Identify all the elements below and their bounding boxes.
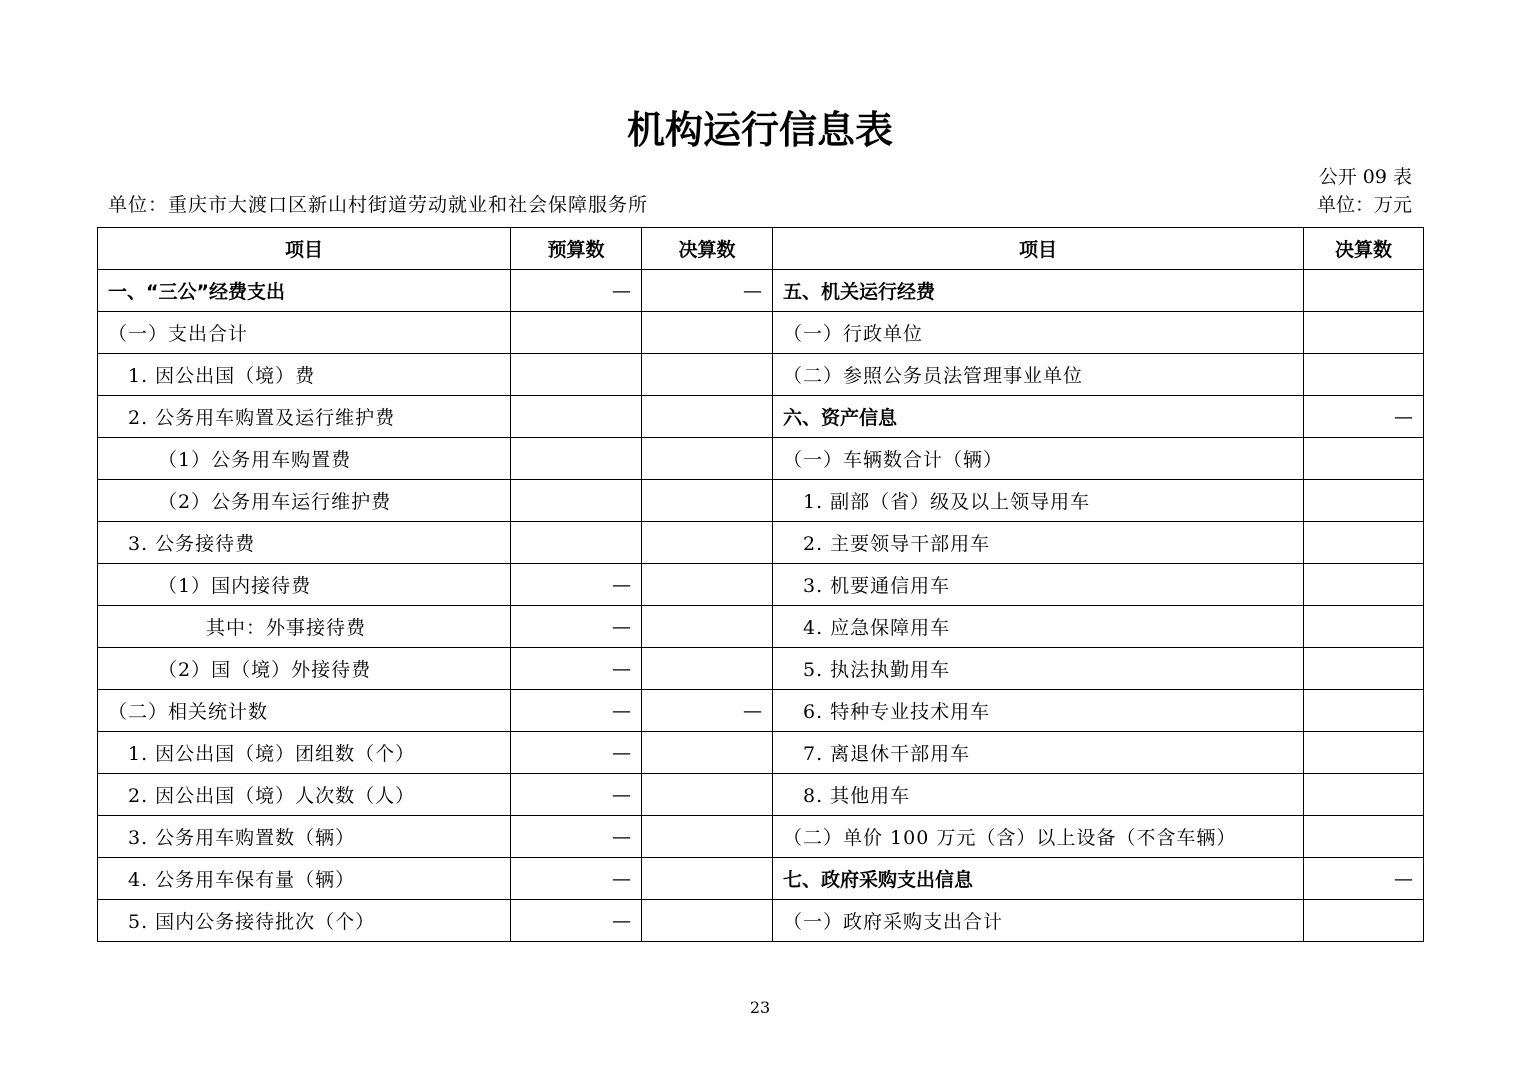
table-row	[98, 858, 1424, 900]
row-final	[642, 774, 773, 816]
table-row	[98, 480, 1424, 522]
row-label-right: （二）参照公务员法管理事业单位	[773, 354, 1304, 396]
row-label-right: 6. 特种专业技术用车	[773, 690, 1304, 732]
row-final-right	[1304, 270, 1424, 312]
row-final	[642, 522, 773, 564]
row-label-right: 2. 主要领导干部用车	[773, 522, 1304, 564]
row-label-right: 4. 应急保障用车	[773, 606, 1304, 648]
row-label-left: 4. 公务用车保有量（辆）	[98, 858, 511, 900]
row-label-left: 5. 国内公务接待批次（个）	[98, 900, 511, 942]
row-label-left: 其中：外事接待费	[98, 606, 511, 648]
row-final-right	[1304, 774, 1424, 816]
row-label-right: 3. 机要通信用车	[773, 564, 1304, 606]
row-label-right: （一）车辆数合计（辆）	[773, 438, 1304, 480]
row-label-left: （1）国内接待费	[98, 564, 511, 606]
row-budget	[511, 480, 642, 522]
row-final	[642, 354, 773, 396]
table-row	[98, 900, 1424, 942]
row-budget: —	[511, 270, 642, 312]
table-row	[98, 648, 1424, 690]
row-budget: —	[511, 606, 642, 648]
header-budget: 预算数	[511, 228, 642, 270]
row-label-right: 七、政府采购支出信息	[773, 858, 1304, 900]
row-final-right	[1304, 816, 1424, 858]
row-final-right	[1304, 480, 1424, 522]
row-budget: —	[511, 648, 642, 690]
row-final	[642, 900, 773, 942]
table-row	[98, 816, 1424, 858]
row-final	[642, 564, 773, 606]
table-row	[98, 438, 1424, 480]
row-budget: —	[511, 858, 642, 900]
table-header-row	[98, 228, 1424, 270]
row-label-left: 一、“三公”经费支出	[98, 270, 511, 312]
table-row	[98, 396, 1424, 438]
row-budget: —	[511, 690, 642, 732]
unit-organization: 单位：重庆市大渡口区新山村街道劳动就业和社会保障服务所	[108, 194, 649, 216]
row-final	[642, 396, 773, 438]
row-final-right	[1304, 900, 1424, 942]
row-label-right: （一）行政单位	[773, 312, 1304, 354]
row-label-right: （一）政府采购支出合计	[773, 900, 1304, 942]
header-final-right: 决算数	[1304, 228, 1424, 270]
table-row	[98, 606, 1424, 648]
row-final-right	[1304, 522, 1424, 564]
table-row	[98, 732, 1424, 774]
row-budget	[511, 312, 642, 354]
row-final	[642, 312, 773, 354]
row-budget: —	[511, 816, 642, 858]
row-final-right	[1304, 564, 1424, 606]
header-item-right: 项目	[773, 228, 1304, 270]
row-label-left: （2）国（境）外接待费	[98, 648, 511, 690]
row-label-right: （二）单价 100 万元（含）以上设备（不含车辆）	[773, 816, 1304, 858]
header-item-left: 项目	[98, 228, 511, 270]
table-row	[98, 312, 1424, 354]
row-final-right	[1304, 606, 1424, 648]
row-final	[642, 648, 773, 690]
row-final-right: —	[1304, 396, 1424, 438]
row-final-right	[1304, 648, 1424, 690]
row-final-right	[1304, 690, 1424, 732]
page-title: 机构运行信息表	[626, 108, 893, 152]
row-label-left: （一）支出合计	[98, 312, 511, 354]
row-label-left: 1. 因公出国（境）团组数（个）	[98, 732, 511, 774]
row-budget: —	[511, 564, 642, 606]
row-final-right	[1304, 312, 1424, 354]
row-final: —	[642, 690, 773, 732]
table-row	[98, 522, 1424, 564]
row-label-left: （1）公务用车购置费	[98, 438, 511, 480]
info-table	[97, 227, 1424, 942]
row-label-right: 1. 副部（省）级及以上领导用车	[773, 480, 1304, 522]
row-budget: —	[511, 732, 642, 774]
row-budget	[511, 396, 642, 438]
unit-currency: 单位：万元	[1316, 194, 1412, 216]
row-final	[642, 858, 773, 900]
table-row	[98, 354, 1424, 396]
row-label-left: 2. 因公出国（境）人次数（人）	[98, 774, 511, 816]
header-final-left: 决算数	[642, 228, 773, 270]
row-final-right	[1304, 438, 1424, 480]
row-final	[642, 606, 773, 648]
row-label-left: 3. 公务接待费	[98, 522, 511, 564]
row-final-right	[1304, 732, 1424, 774]
row-budget	[511, 522, 642, 564]
table-row	[98, 774, 1424, 816]
row-label-left: （2）公务用车运行维护费	[98, 480, 511, 522]
row-final-right: —	[1304, 858, 1424, 900]
row-label-right: 7. 离退休干部用车	[773, 732, 1304, 774]
row-label-right: 五、机关运行经费	[773, 270, 1304, 312]
row-budget: —	[511, 774, 642, 816]
row-final	[642, 732, 773, 774]
form-number: 公开 09 表	[1318, 166, 1412, 188]
row-final	[642, 816, 773, 858]
row-label-left: 2. 公务用车购置及运行维护费	[98, 396, 511, 438]
row-label-left: （二）相关统计数	[98, 690, 511, 732]
row-final	[642, 480, 773, 522]
table-row	[98, 564, 1424, 606]
row-final-right	[1304, 354, 1424, 396]
row-label-right: 六、资产信息	[773, 396, 1304, 438]
table-row	[98, 690, 1424, 732]
row-label-left: 3. 公务用车购置数（辆）	[98, 816, 511, 858]
row-label-left: 1. 因公出国（境）费	[98, 354, 511, 396]
row-budget: —	[511, 900, 642, 942]
row-final: —	[642, 270, 773, 312]
page-number: 23	[749, 998, 771, 1017]
row-final	[642, 438, 773, 480]
row-budget	[511, 438, 642, 480]
table-row	[98, 270, 1424, 312]
row-label-right: 5. 执法执勤用车	[773, 648, 1304, 690]
row-budget	[511, 354, 642, 396]
row-label-right: 8. 其他用车	[773, 774, 1304, 816]
